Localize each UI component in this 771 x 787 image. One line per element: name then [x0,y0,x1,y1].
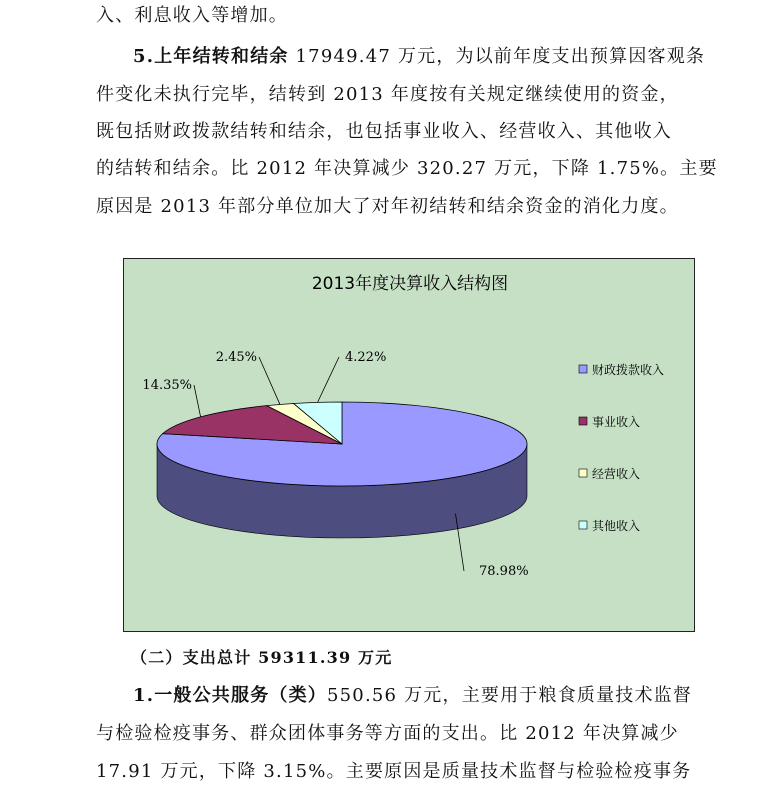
paragraph-line: 件变化未执行完毕，结转到 2013 年度按有关规定继续使用的资金， [96,84,679,105]
data-label: 4.22% [345,350,387,365]
text-span: 550.56 万元，主要用于粮食质量技术监督 [327,685,693,706]
legend-label: 其他收入 [592,519,641,533]
text-line: 入、利息收入等增加。 [96,5,288,26]
paragraph-line: 17.91 万元，下降 3.15%。主要原因是质量技术监督与检验检疫事务 [96,761,692,782]
leader-line [194,385,201,417]
leader-line [259,357,280,404]
data-label: 78.98% [479,564,529,579]
pie-chart [123,258,695,632]
paragraph-line [133,684,692,708]
legend-swatch [579,365,587,373]
data-label: 14.35% [142,378,192,393]
paragraph-line: 与检验检疫事务、群众团体事务等方面的支出。比 2012 年决算减少 [96,723,679,744]
legend-label: 事业收入 [592,415,641,429]
leader-line [318,357,339,402]
legend-label: 经营收入 [592,467,641,481]
data-label: 2.45% [215,350,257,365]
item-heading: 1.一般公共服务（类） [133,685,327,706]
paragraph-line: 原因是 2013 年部分单位加大了对年初结转和结余资金的消化力度。 [96,196,679,217]
chart-canvas [124,259,696,633]
chart-title: 2013年度决算收入结构图 [311,274,509,294]
paragraph-line: 既包括财政拨款结转和结余，也包括事业收入、经营收入、其他收入 [96,121,672,142]
legend-swatch [579,469,587,477]
item-heading: 5.上年结转和结余 [133,46,289,67]
paragraph-line [133,45,705,69]
text-span: 17949.47 万元，为以前年度支出预算因客观条 [288,46,706,67]
paragraph-line: 的结转和结余。比 2012 年决算减少 320.27 万元，下降 1.75%。主要 [96,158,718,179]
legend-swatch [579,417,587,425]
legend-swatch [579,521,587,529]
section-heading: （二）支出总计 59311.39 万元 [131,648,393,667]
legend-label: 财政拨款收入 [592,363,665,377]
